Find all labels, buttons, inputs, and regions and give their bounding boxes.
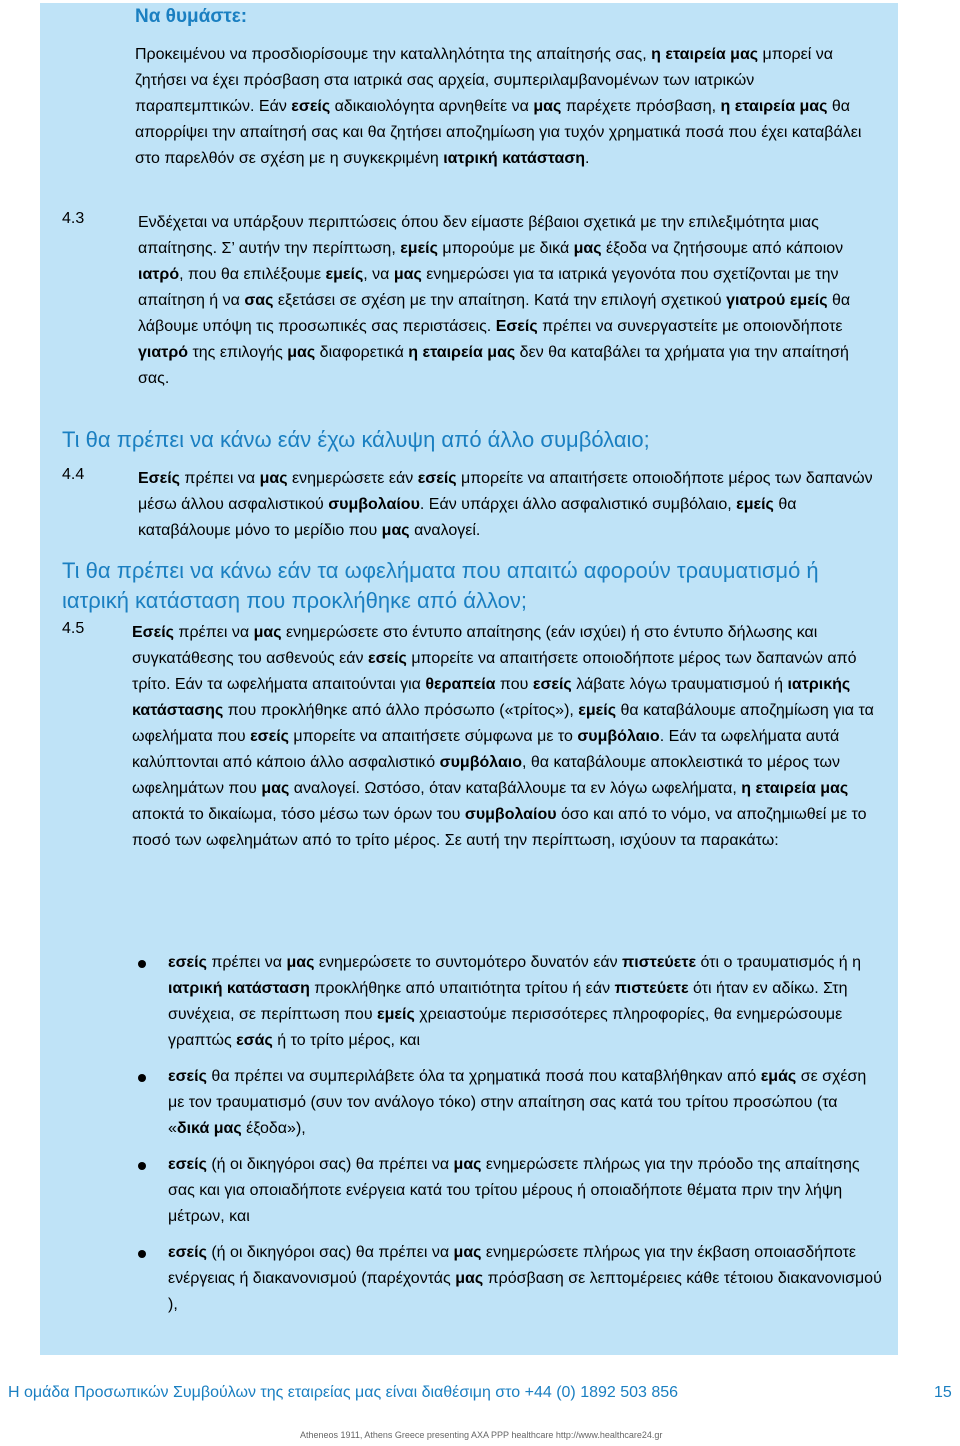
section-4-3-text: Ενδέχεται να υπάρξουν περιπτώσεις όπου δεν είμαστε βέβαιοι σχετικά με την επιλεξιμότητα μιας απαίτησης. Σ’ αυτήν την περίπτωση, εμείς μπορούμε με δικά μας έξοδα να ζητήσουμε από κάποιον ιατρό, που θα επιλέξουμε εμείς, να μας ενημερώσει για τα ιατρικά γεγονότα που σχετίζονται με την απαίτηση ή να σας εξετάσει σε σχέση με την απαίτηση. Κατά την επιλογή σχετικού γιατρού εμείς θα λάβουμε υπόψη τις προσωπικές σας περιστάσεις. Εσείς πρέπει να συνεργαστείτε με οποιονδήποτε γιατρό της επιλογής μας διαφορετικά η εταιρεία μας δεν θα καταβάλει τα χρήματα για την απαίτησή σας. [138,214,851,387]
section-4-4-number: 4.4 [62,466,85,483]
list-item: εσείς θα πρέπει να συμπεριλάβετε όλα τα χρηματικά ποσά που καταβλήθηκαν από εμάς σε σχέση με τον τραυματισμό (συν τον ανάλογο τόκο) στην απαίτηση σας κατά του τρίτου προσώπου (τα «δικά μας έξοδα»), [138,1064,883,1142]
heading-other-policy: Τι θα πρέπει να κάνω εάν έχω κάλυψη από άλλο συμβόλαιο; [62,427,650,452]
footer-credit: Atheneos 1911, Athens Greece presenting AXA PPP healthcare http://www.healthcare24.gr [300,1430,663,1440]
heading-third-party: Τι θα πρέπει να κάνω εάν τα ωφελήματα που απαιτώ αφορούν τραυματισμό ή ιατρική κατάσταση που προκλήθηκε από άλλον; [62,558,819,613]
list-item: εσείς (ή οι δικηγόροι σας) θα πρέπει να μας ενημερώσετε πλήρως για την έκβαση οποιασδήποτε ενέργειας ή διακανονισμού (παρέχοντάς μας πρόσβαση σε λεπτομέρειες κάθε τέτοιου διακανονισμού ), [138,1240,883,1318]
section-4-4-text: Εσείς πρέπει να μας ενημερώσετε εάν εσείς μπορείτε να απαιτήσετε οποιοδήποτε μέρος των δαπανών μέσω άλλου ασφαλιστικού συμβολαίου. Εάν υπάρχει άλλο ασφαλιστικό συμβόλαιο, εμείς θα καταβάλουμε μόνο το μερίδιο που μας αναλογεί. [138,470,873,539]
list-item: εσείς (ή οι δικηγόροι σας) θα πρέπει να μας ενημερώσετε πλήρως για την πρόοδο της απαίτησης σας και για οποιαδήποτε ενέργεια κατά του τρίτου μέρους ή οποιαδήποτε θέματα πριν την λήψη μέτρων, και [138,1152,883,1230]
section-4-5-number: 4.5 [62,620,85,637]
list-item: εσείς πρέπει να μας ενημερώσετε το συντομότερο δυνατόν εάν πιστεύετε ότι ο τραυματισμός ή η ιατρική κατάσταση προκλήθηκε από υπαιτιότητα τρίτου ή εάν πιστεύετε ότι ήταν εν αδίκω. Στη συνέχεια, σε περίπτωση που εμείς χρειαστούμε περισσότερες πληροφορίες, θα ενημερώσουμε γραπτώς εσάς ή το τρίτο μέρος, και [138,950,883,1054]
obligations-list [138,950,883,1328]
page-number: 15 [934,1384,952,1401]
footer-contact: Η ομάδα Προσωπικών Συμβούλων της εταιρείας μας είναι διαθέσιμη στο +44 (0) 1892 503 856 [8,1384,679,1401]
section-4-3-number: 4.3 [62,210,85,227]
section-4-5-text: Εσείς πρέπει να μας ενημερώσετε στο έντυπο απαίτησης (εάν ισχύει) ή στο έντυπο δήλωσης και συγκατάθεσης του ασθενούς εάν εσείς μπορείτε να απαιτήσετε οποιοδήποτε μέρος των δαπανών από τρίτο. Εάν τα ωφελήματα απαιτούνται για θεραπεία που εσείς λάβατε λόγω τραυματισμού ή ιατρικής κατάστασης που προκλήθηκε από άλλο πρόσωπο («τρίτος»), εμείς θα καταβάλουμε αποζημίωση για τα ωφελήματα που εσείς μπορείτε να απαιτήσετε σύμφωνα με το συμβόλαιο. Εάν τα ωφελήματα αυτά καλύπτονται από κάποιο άλλο ασφαλιστικό συμβόλαιο, θα καταβάλουμε αποκλειστικά το μέρος των ωφελημάτων που μας αναλογεί. Ωστόσο, όταν καταβάλλουμε τα εν λόγω ωφελήματα, η εταιρεία μας αποκτά το δικαίωμα, τόσο μέσω των όρων του συμβολαίου όσο και από το νόμο, να αποζημιωθεί με το ποσό των ωφελημάτων από το τρίτο μέρος. Σε αυτή την περίπτωση, ισχύουν τα παρακάτω: [132,624,874,849]
remember-title: Να θυμάστε: [135,6,248,27]
remember-text: Προκειμένου να προσδιορίσουμε την καταλληλότητα της απαίτησής σας, η εταιρεία μας μπορεί να ζητήσει να έχει πρόσβαση στα ιατρικά σας αρχεία, συμπεριλαμβανομένων των ιατρικών παραπεμπτικών. Εάν εσείς αδικαιολόγητα αρνηθείτε να μας παρέχετε πρόσβαση, η εταιρεία μας θα απορρίψει την απαίτησή σας και θα ζητήσει αποζημίωση για τυχόν χρηματικά ποσά που έχει καταβάλει στο παρελθόν σε σχέση με η συγκεκριμένη ιατρική κατάσταση. [135,46,862,167]
